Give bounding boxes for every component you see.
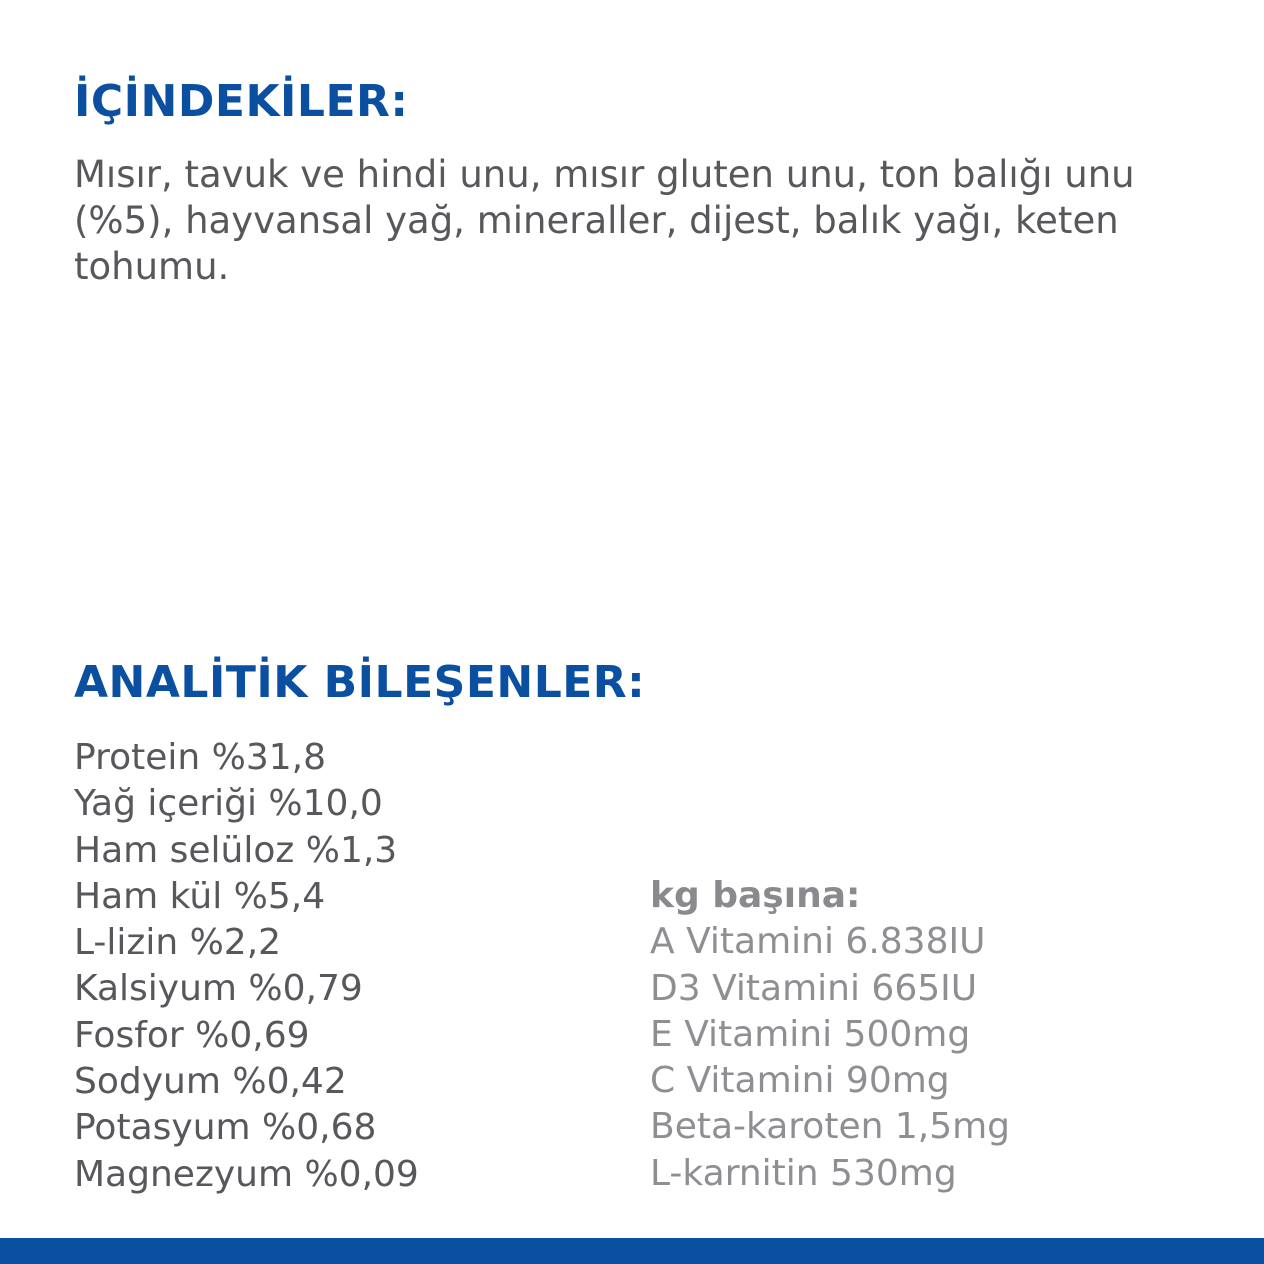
analytic-components-list xyxy=(74,735,419,1198)
per-kg-item-vitamin-a: A Vitamini 6.838IU xyxy=(650,921,986,963)
analytic-item-phosphorus: Fosfor %0,69 xyxy=(74,1014,310,1056)
analytic-item-potassium: Potasyum %0,68 xyxy=(74,1107,377,1149)
analytic-item-lysine: L-lizin %2,2 xyxy=(74,922,282,964)
per-kg-item-vitamin-d3: D3 Vitamini 665IU xyxy=(650,967,978,1009)
analytic-item-protein: Protein %31,8 xyxy=(74,737,326,778)
per-kg-item-beta-carotene: Beta-karoten 1,5mg xyxy=(650,1106,1011,1148)
per-kg-item-vitamin-e: E Vitamini 500mg xyxy=(650,1013,971,1055)
analytic-item-sodium: Sodyum %0,42 xyxy=(74,1061,347,1103)
ingredients-text: Mısır, tavuk ve hindi unu, mısır gluten unu, ton balığı unu (%5), hayvansal yağ, mineraller, dijest, balık yağı, keten tohumu. xyxy=(74,153,1135,288)
analytic-item-fat: Yağ içeriği %10,0 xyxy=(74,783,383,825)
per-kg-block xyxy=(650,873,1010,1197)
bottom-brand-bar xyxy=(0,1238,1264,1264)
per-kg-list xyxy=(650,919,1010,1197)
per-kg-item-vitamin-c: C Vitamini 90mg xyxy=(650,1060,950,1102)
analytic-item-calcium: Kalsiyum %0,79 xyxy=(74,968,363,1010)
analytic-item-crude-fiber: Ham selüloz %1,3 xyxy=(74,829,398,871)
analytic-item-magnesium: Magnezyum %0,09 xyxy=(74,1153,419,1195)
per-kg-item-l-carnitine: L-karnitin 530mg xyxy=(650,1152,957,1194)
per-kg-title: kg başına: xyxy=(650,875,861,916)
analytic-components-heading: ANALİTİK BİLEŞENLER: xyxy=(74,657,646,708)
analytic-item-crude-ash: Ham kül %5,4 xyxy=(74,875,326,917)
ingredients-heading: İÇİNDEKİLER: xyxy=(74,76,409,127)
